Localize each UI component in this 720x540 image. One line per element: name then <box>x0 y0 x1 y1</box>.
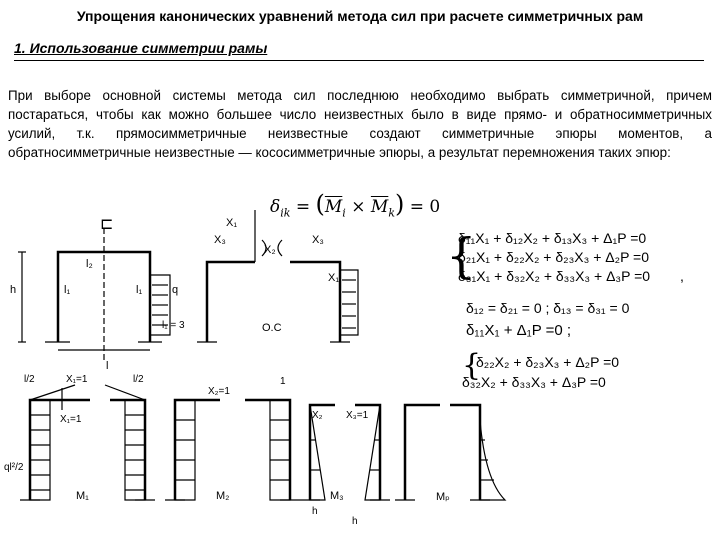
section-heading: 1. Использование симметрии рамы <box>14 40 268 56</box>
label-h: h <box>10 284 17 296</box>
diagram-l2-right: l/2 <box>133 374 144 385</box>
diagram-one: 1 <box>280 376 286 387</box>
page-title: Упрощения канонических уравнений метода сил при расчете симметричных рам <box>76 8 644 24</box>
label-x3-right: X₃ <box>312 234 324 246</box>
label-ratio: l₁ = 3 <box>162 320 185 331</box>
diagram-h-right: h <box>352 516 358 527</box>
subsystem-eq-1: δ₂₂X₂ + δ₂₃X₃ + Δ₂P =0 <box>476 354 620 370</box>
equation-3: δ₃₁X₁ + δ₃₂X₂ + δ₃₃X₃ + Δ₃P =0 <box>458 268 651 284</box>
mp-diagram <box>395 405 505 500</box>
diagram-m1: M₁ <box>76 490 89 502</box>
label-l1-left: l₁ <box>64 284 71 296</box>
zero-coefficients: δ₁₂ = δ₂₁ = 0 ; δ₁₃ = δ₃₁ = 0 <box>466 300 630 316</box>
label-l2: l₂ <box>86 258 93 270</box>
diagram-h-left: h <box>312 506 318 517</box>
label-x3-left: X₃ <box>214 234 226 246</box>
diagram-m3: M₃ <box>330 490 344 502</box>
label-q: q <box>172 284 179 296</box>
equation-1: δ₁₁X₁ + δ₁₂X₂ + δ₁₃X₃ + Δ₁P =0 <box>458 230 647 246</box>
system-comma: , <box>680 268 684 284</box>
diagram-l2-left: l/2 <box>24 374 35 385</box>
frame-label-c: ⊏ <box>100 216 114 233</box>
diagram-mp: Mₚ <box>436 491 450 503</box>
reduced-equation: δ₁₁X₁ + Δ₁P =0 ; <box>466 322 572 339</box>
subsystem-eq-2: δ₃₂X₂ + δ₃₃X₃ + Δ₃P =0 <box>462 374 606 390</box>
label-x2: X₂ <box>264 244 276 256</box>
diagram-x3-eq: X₃=1 <box>346 410 369 421</box>
original-frame <box>18 228 170 360</box>
label-l1-right: l₁ <box>136 284 143 296</box>
label-l: l <box>106 360 109 372</box>
m1-diagram <box>20 385 155 500</box>
m2-diagram <box>165 400 300 500</box>
intro-paragraph: При выборе основной системы метода сил последнюю необходимо выбрать симметричной, причем постараться, чтобы как можно большее число неизвестных было в виде прямо- и обратносимметричных усилий, т.к. прямосимметричные неизвестные создают симметричные эпюры моментов, а обратносимметричные неизвестные — кососимметричные эпюры, а результат перемножения таких эпюр: <box>8 88 712 160</box>
subsystem-brace: { <box>462 348 482 383</box>
orthogonality-formula: $\delta_{ik} = (\overline{M}_i \times \overline{M}_k) = 0$ <box>270 190 441 220</box>
diagram-x2: X₂ <box>312 410 323 421</box>
diagram-ql: ql²/2 <box>4 462 24 473</box>
label-x1: X₁ <box>226 217 238 229</box>
system-brace: { <box>446 228 477 284</box>
diagram-x1-one: X₁=1 <box>66 374 88 385</box>
diagram-m2: M₂ <box>216 490 230 502</box>
equation-2: δ₂₁X₁ + δ₂₂X₂ + δ₂₃X₃ + Δ₂P =0 <box>458 249 650 265</box>
diagram-x1-eq: X₁=1 <box>60 414 82 425</box>
diagram-x2-eq: X₂=1 <box>208 386 230 397</box>
label-os: О.С <box>262 322 282 334</box>
label-x1-right: X₁ <box>328 272 340 284</box>
